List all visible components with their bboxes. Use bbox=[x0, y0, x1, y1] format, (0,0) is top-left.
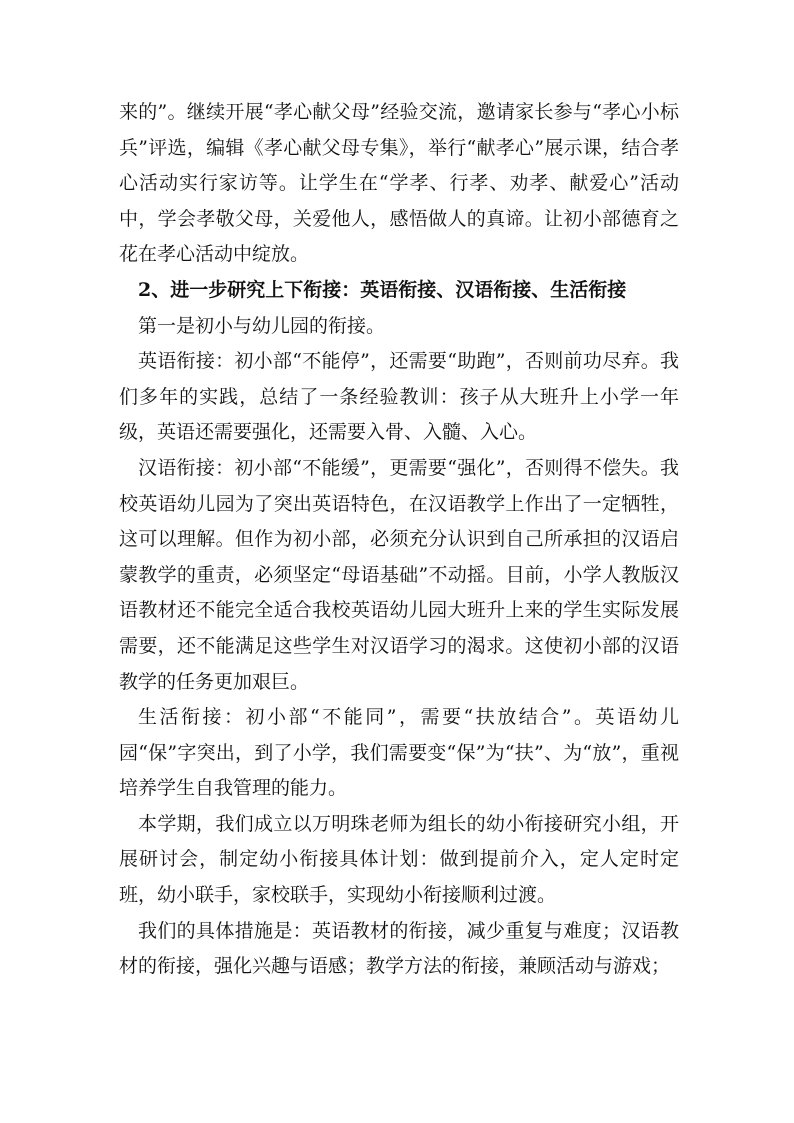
document-body bbox=[119, 95, 679, 985]
paragraph-life-transition: 生活衔接：初小部“不能同”，需要“扶放结合”。英语幼儿园“保”字突出，到了小学，我们需要变“保”为“扶”、为“放”，重视培养学生自我管理的能力。 bbox=[119, 706, 679, 800]
paragraph-chinese-transition: 汉语衔接：初小部“不能缓”，更需要“强化”，否则得不偿失。我校英语幼儿园为了突出英语特色，在汉语教学上作出了一定牺牲，这可以理解。但作为初小部，必须充分认识到自己所承担的汉语启蒙教学的重责，必须坚定“母语基础”不动摇。目前，小学人教版汉语教材还不能完全适合我校英语幼儿园大班升上来的学生实际发展需要，还不能满足这些学生对汉语学习的渴求。这使初小部的汉语教学的任务更加艰巨。 bbox=[119, 456, 679, 693]
paragraph-filial-piety-activities: 来的”。继续开展“孝心献父母”经验交流，邀请家长参与“孝心小标兵”评选，编辑《孝心献父母专集》，举行“献孝心”展示课，结合孝心活动实行家访等。让学生在“学孝、行孝、劝孝、献爱心”活动中，学会孝敬父母，关爱他人，感悟做人的真谛。让初小部德育之花在孝心活动中绽放。 bbox=[119, 101, 679, 266]
paragraph-english-transition: 英语衔接：初小部“不能停”，还需要“助跑”，否则前功尽弃。我们多年的实践，总结了一条经验教训：孩子从大班升上小学一年级，英语还需要强化，还需要入骨、入髓、入心。 bbox=[119, 350, 679, 444]
paragraph-research-group: 本学期，我们成立以万明珠老师为组长的幼小衔接研究小组，开展研讨会，制定幼小衔接具体计划：做到提前介入，定人定时定班，幼小联手，家校联手，实现幼小衔接顺利过渡。 bbox=[119, 812, 679, 907]
paragraph-specific-measures: 我们的具体措施是：英语教材的衔接，减少重复与难度；汉语教材的衔接，强化兴趣与语感；教学方法的衔接，兼顾活动与游戏； bbox=[119, 919, 679, 978]
section-heading-transition-research: 2、进一步研究上下衔接：英语衔接、汉语衔接、生活衔接 bbox=[138, 278, 627, 301]
paragraph-kindergarten-transition: 第一是初小与幼儿园的衔接。 bbox=[138, 314, 386, 337]
